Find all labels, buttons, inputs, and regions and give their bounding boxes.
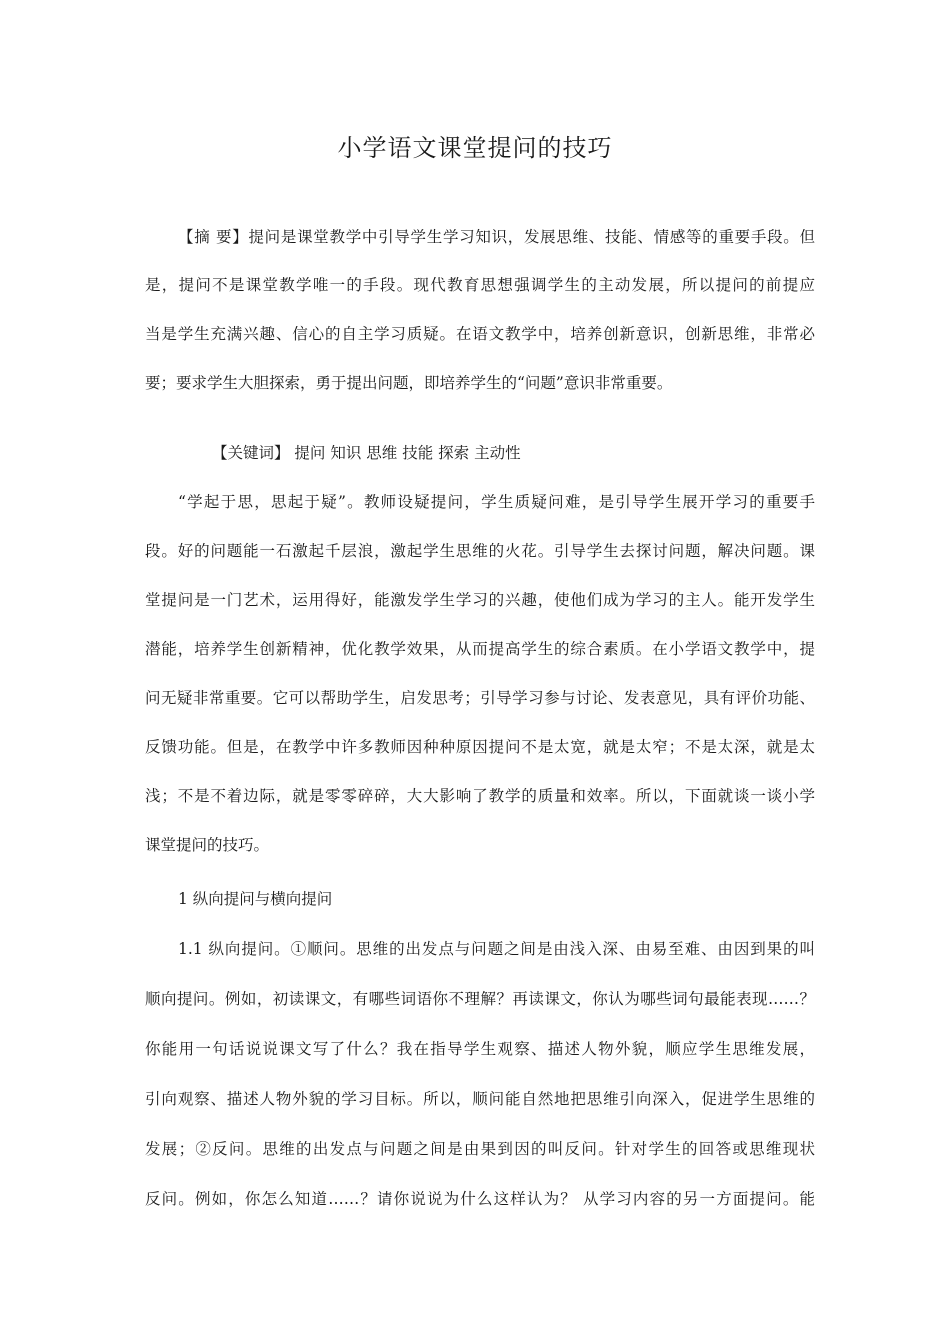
paragraph-line: 发展；②反问。思维的出发点与问题之间是由果到因的叫反问。针对学生的回答或思维现状 bbox=[145, 1140, 815, 1158]
paragraph-line: 反问。例如，你怎么知道……？请你说说为什么这样认为？ 从学习内容的另一方面提问。能 bbox=[145, 1190, 815, 1208]
paragraph-line: 段。好的问题能一石激起千层浪，激起学生思维的火花。引导学生去探讨问题，解决问题。课 bbox=[145, 542, 815, 560]
paragraph-line: 你能用一句话说说课文写了什么？我在指导学生观察、描述人物外貌，顺应学生思维发展， bbox=[145, 1040, 815, 1058]
abstract-line: 当是学生充满兴趣、信心的自主学习质疑。在语文教学中，培养创新意识，创新思维，非常必 bbox=[145, 325, 815, 343]
abstract-line: 【摘 要】提问是课堂教学中引导学生学习知识，发展思维、技能、情感等的重要手段。但 bbox=[178, 228, 815, 246]
paragraph-line: 问无疑非常重要。它可以帮助学生，启发思考；引导学习参与讨论、发表意见，具有评价功能、 bbox=[145, 689, 815, 707]
paragraph-line: “学起于思，思起于疑”。教师设疑提问，学生质疑问难，是引导学生展开学习的重要手 bbox=[178, 493, 815, 511]
paragraph-line: 反馈功能。但是，在教学中许多教师因种种原因提问不是太宽，就是太窄；不是太深，就是太 bbox=[145, 738, 815, 756]
paragraph-line: 顺向提问。例如，初读课文，有哪些词语你不理解？再读课文，你认为哪些词句最能表现……？ bbox=[145, 990, 815, 1008]
paragraph-line: 1.1 纵向提问。①顺问。思维的出发点与问题之间是由浅入深、由易至难、由因到果的叫 bbox=[178, 940, 815, 958]
section-heading: 1 纵向提问与横向提问 bbox=[178, 890, 333, 908]
paragraph-line: 潜能，培养学生创新精神，优化教学效果，从而提高学生的综合素质。在小学语文教学中，提 bbox=[145, 640, 815, 658]
paragraph-line: 堂提问是一门艺术，运用得好，能激发学生学习的兴趣，使他们成为学习的主人。能开发学生 bbox=[145, 591, 815, 609]
paragraph-line: 课堂提问的技巧。 bbox=[145, 836, 270, 854]
paragraph-line: 引向观察、描述人物外貌的学习目标。所以，顺问能自然地把思维引向深入，促进学生思维的 bbox=[145, 1090, 815, 1108]
abstract-line: 是，提问不是课堂教学唯一的手段。现代教育思想强调学生的主动发展，所以提问的前提应 bbox=[145, 276, 815, 294]
paragraph-line: 浅；不是不着边际，就是零零碎碎，大大影响了教学的质量和效率。所以，下面就谈一谈小学 bbox=[145, 787, 815, 805]
document-title: 小学语文课堂提问的技巧 bbox=[337, 134, 613, 162]
abstract-line: 要；要求学生大胆探索，勇于提出问题，即培养学生的“问题”意识非常重要。 bbox=[145, 374, 673, 392]
keywords-line: 【关键词】 提问 知识 思维 技能 探索 主动性 bbox=[212, 444, 521, 462]
